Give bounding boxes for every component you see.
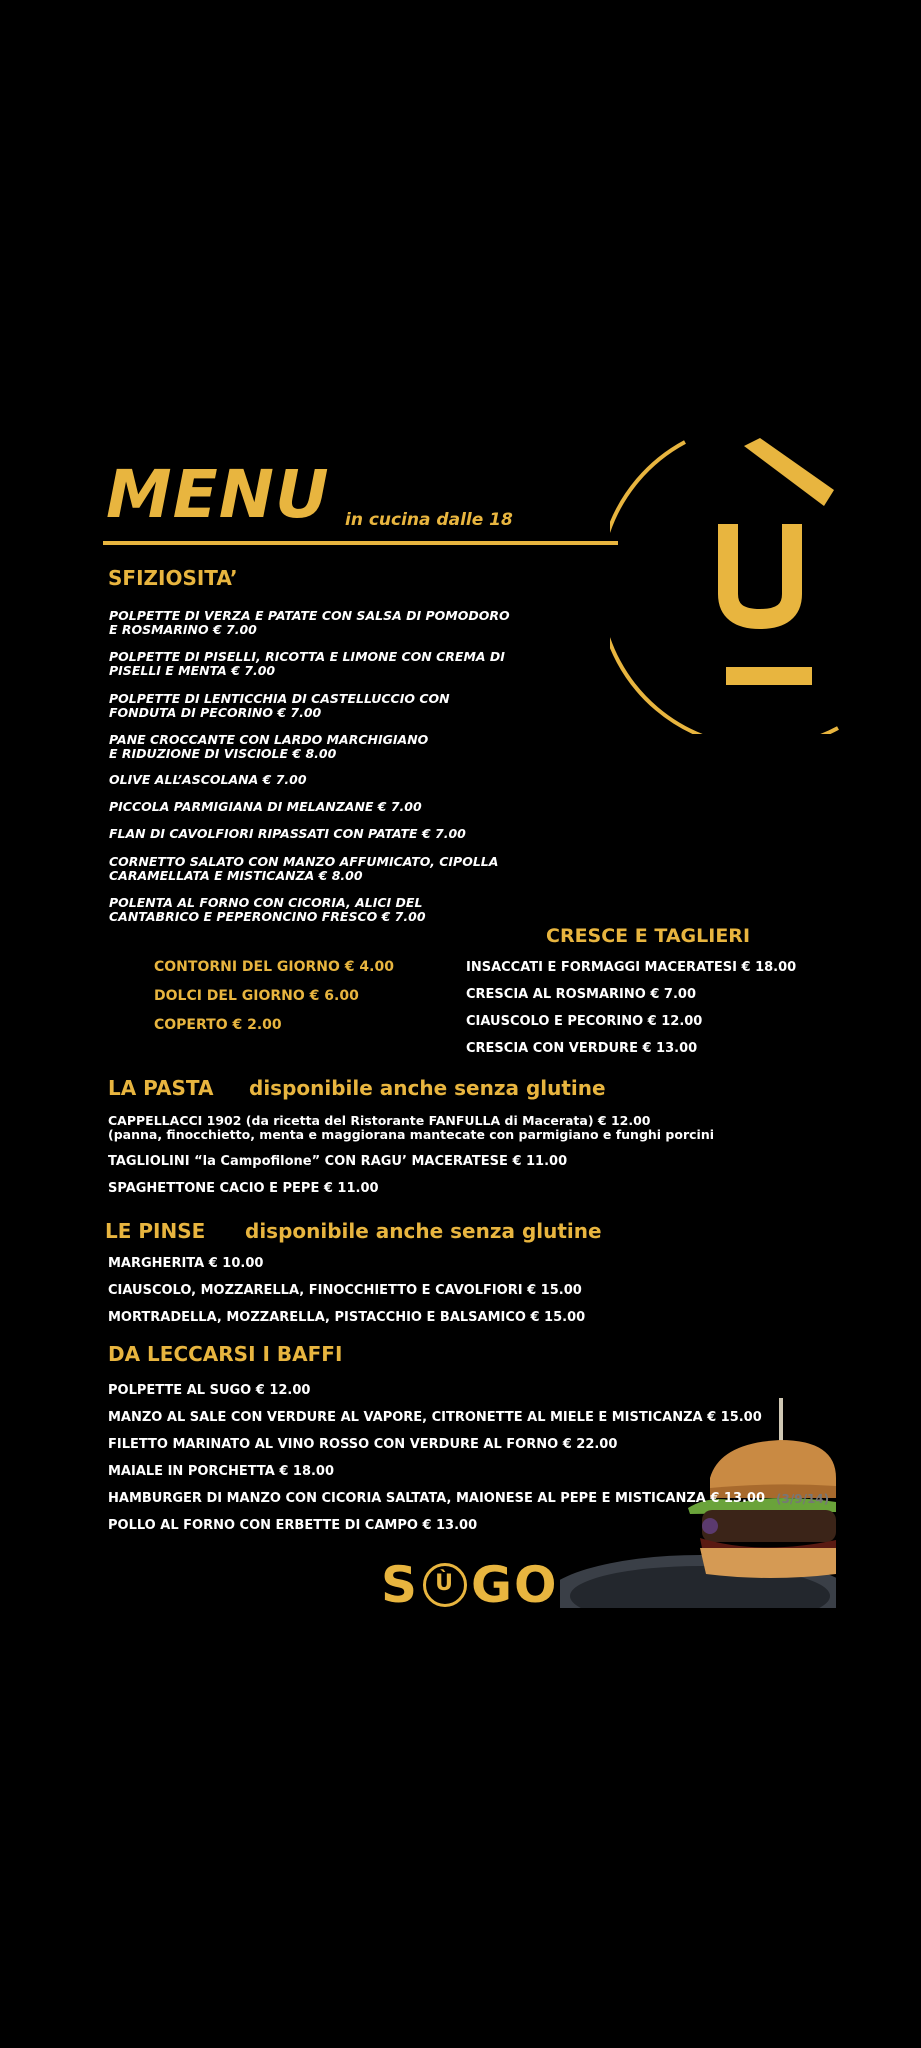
list-item: INSACCATI E FORMAGGI MACERATESI € 18.00 <box>466 960 797 975</box>
menu-item: POLPETTE DI LENTICCHIA DI CASTELLUCCIO CON FONDUTA DI PECORINO € 7.00 <box>109 691 450 720</box>
menu-item: POLPETTE DI PISELLI, RICOTTA E LIMONE CON CREMA DI PISELLI E MENTA € 7.00 <box>109 649 505 678</box>
menu-item: TAGLIOLINI “la Campofilone” CON RAGU’ MACERATESE € 11.00 <box>108 1154 568 1169</box>
menu-item: POLPETTE AL SUGO € 12.00 <box>108 1383 311 1398</box>
section-title-baffi: DA LECCARSI I BAFFI <box>108 1342 343 1366</box>
menu-item: PANE CROCCANTE CON LARDO MARCHIGIANO E RIDUZIONE DI VISCIOLE € 8.00 <box>109 732 429 761</box>
menu-item: POLENTA AL FORNO CON CICORIA, ALICI DEL CANTABRICO E PEPERONCINO FRESCO € 7.00 <box>109 895 426 924</box>
pasta-gluten-note: disponibile anche senza glutine <box>249 1076 606 1100</box>
menu-item: MARGHERITA € 10.00 <box>108 1256 264 1271</box>
menu-item: CORNETTO SALATO CON MANZO AFFUMICATO, CIPOLLA CARAMELLATA E MISTICANZA € 8.00 <box>109 854 499 883</box>
menu-item: FILETTO MARINATO AL VINO ROSSO CON VERDURE AL FORNO € 22.00 <box>108 1437 618 1452</box>
menu-title: MENU <box>106 456 330 533</box>
extra-item-coperto: COPERTO € 2.00 <box>154 1017 282 1033</box>
brand-letters-go: GO <box>471 1556 559 1614</box>
menu-item: SPAGHETTONE CACIO E PEPE € 11.00 <box>108 1181 379 1196</box>
brand-o-ring-icon: Ù <box>423 1563 467 1607</box>
header-divider <box>103 541 618 545</box>
menu-item: CAPPELLACCI 1902 (da ricetta del Ristorante FANFULLA di Macerata) € 12.00 (panna, finocchietto, menta e maggiorana mantecate con parmigiano e funghi porcini <box>108 1113 715 1142</box>
pinse-gluten-note: disponibile anche senza glutine <box>245 1219 602 1243</box>
extra-item-dolci: DOLCI DEL GIORNO € 6.00 <box>154 988 359 1004</box>
menu-item: MORTRADELLA, MOZZARELLA, PISTACCHIO E BALSAMICO € 15.00 <box>108 1310 586 1325</box>
section-title-pasta: LA PASTA <box>108 1076 214 1100</box>
list-item: CRESCIA CON VERDURE € 13.00 <box>466 1041 698 1056</box>
menu-item: POLPETTE DI VERZA E PATATE CON SALSA DI POMODORO E ROSMARINO € 7.00 <box>109 608 510 637</box>
section-title-cresce: CRESCE E TAGLIERI <box>546 925 751 947</box>
menu-item: HAMBURGER DI MANZO CON CICORIA SALTATA, MAIONESE AL PEPE E MISTICANZA € 13.00 <box>108 1491 766 1506</box>
section-title-pinse: LE PINSE <box>105 1219 206 1243</box>
menu-item: CIAUSCOLO, MOZZARELLA, FINOCCHIETTO E CAVOLFIORI € 15.00 <box>108 1283 582 1298</box>
section-title-sfiziosita: SFIZIOSITA’ <box>108 566 238 590</box>
menu-item: FLAN DI CAVOLFIORI RIPASSATI CON PATATE € 7.00 <box>109 826 466 841</box>
menu-item: MAIALE IN PORCHETTA € 18.00 <box>108 1464 335 1479</box>
menu-item: OLIVE ALL’ASCOLANA € 7.00 <box>109 772 307 787</box>
sugo-brand-logo <box>381 1556 559 1614</box>
brand-letter-s: S <box>381 1556 420 1614</box>
list-item: CRESCIA AL ROSMARINO € 7.00 <box>466 987 697 1002</box>
list-item: CIAUSCOLO E PECORINO € 12.00 <box>466 1014 703 1029</box>
menu-item: MANZO AL SALE CON VERDURE AL VAPORE, CITRONETTE AL MIELE E MISTICANZA € 15.00 <box>108 1410 762 1425</box>
menu-item: POLLO AL FORNO CON ERBETTE DI CAMPO € 13.00 <box>108 1518 478 1533</box>
menu-subtitle: in cucina dalle 18 <box>345 510 513 530</box>
sugo-u-logo-icon <box>610 434 840 734</box>
menu-item: PICCOLA PARMIGIANA DI MELANZANE € 7.00 <box>109 799 422 814</box>
burger-allergen-note: (3/9/14) <box>776 1492 830 1506</box>
extra-item-contorni: CONTORNI DEL GIORNO € 4.00 <box>154 959 394 975</box>
